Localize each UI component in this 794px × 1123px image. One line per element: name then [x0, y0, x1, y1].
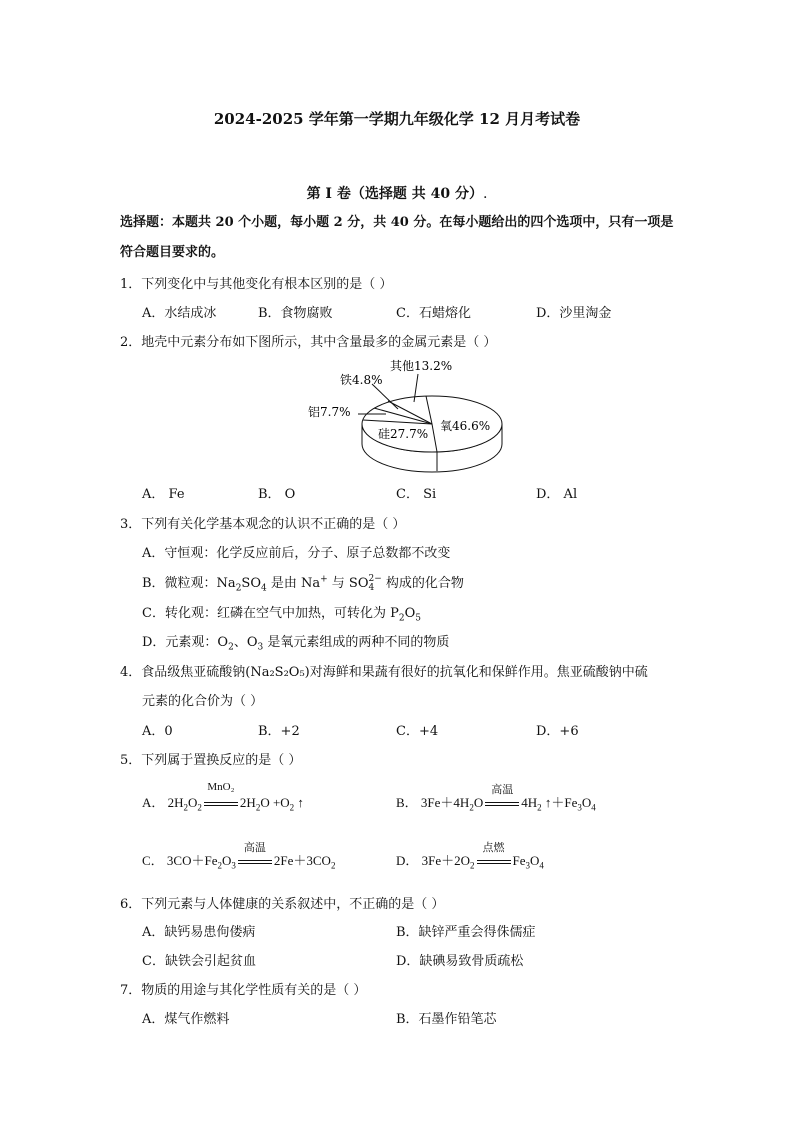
q4-option-d: D．+6	[536, 724, 579, 739]
question-7-stem: 7．物质的用途与其化学性质有关的是（ ）	[120, 983, 367, 998]
question-4-stem-line1: 4．食品级焦亚硫酸钠(Na₂S₂O₅)对海鲜和果蔬有很好的抗氧化和保鲜作用。焦亚硫酸钠中硫	[120, 665, 648, 680]
q1-option-c: C．石蜡熔化	[396, 306, 471, 321]
q6-option-a: A．缺钙易患佝偻病	[142, 925, 256, 940]
q6-option-d: D．缺碘易致骨质疏松	[396, 954, 524, 969]
q3-option-b: B．微粒观：$Na_2SO_4$ 是由 Na+ 与 SO 2− 4 构成的化合物	[142, 573, 464, 594]
q3-option-a: A．守恒观：化学反应前后，分子、原子总数都不改变	[142, 546, 451, 561]
q6-option-b: B．缺锌严重会得侏儒症	[396, 925, 536, 940]
question-3-stem: 3．下列有关化学基本观念的认识不正确的是（ ）	[120, 517, 406, 532]
instructions: 选择题：本题共 20 个小题，每小题 2 分，共 40 分。在每小题给出的四个选项中，只有一项是符合题目要求的。	[120, 215, 674, 260]
q1-option-a: A．水结成冰	[142, 306, 217, 321]
q2-option-a: A． Fe	[142, 487, 185, 502]
question-5-stem: 5．下列属于置换反应的是（ ）	[120, 753, 302, 768]
q1-option-d: D．沙里淘金	[536, 306, 612, 321]
q2-option-b: B． O	[258, 487, 296, 502]
question-2-stem: 2．地壳中元素分布如下图所示，其中含量最多的金属元素是（ ）	[120, 335, 497, 350]
catalyst-mno2: MnO₂	[207, 781, 235, 793]
q5-option-a: A． $2H_2O_2$ MnO₂ $2H_2O +O_2$ ↑	[142, 781, 304, 813]
q5-option-b: B． $3Fe+4H_2O$ 高温 $4H_2$ $↑+Fe_3O_4$	[396, 784, 596, 813]
q2-option-c: C． Si	[396, 487, 437, 502]
question-4-stem-line2: 元素的化合价为（ ）	[142, 694, 264, 709]
label-other: 其他13.2%	[390, 359, 453, 373]
q5-option-c: C． $3CO+Fe_2O_3$ 高温 $2Fe+3CO_2$	[142, 842, 336, 871]
label-silicon: 硅27.7%	[378, 427, 429, 441]
label-iron: 铁4.8%	[340, 373, 383, 387]
q1-option-b: B．食物腐败	[258, 306, 333, 321]
q2-option-d: D． Al	[536, 487, 578, 502]
q4-option-b: B．+2	[258, 724, 300, 739]
q4-option-a: A．0	[142, 724, 173, 739]
q3-option-d: D．元素观：$O_2$、$O_3$ 是氧元素组成的两种不同的物质	[142, 635, 450, 653]
q5-option-d: D． $3Fe+2O_2$ 点燃 $Fe_3O_4$	[396, 842, 544, 871]
section-heading: 第 I 卷（选择题 共 40 分）.	[306, 186, 488, 202]
label-aluminium: 铝7.7%	[308, 405, 351, 419]
q7-option-b: B．石墨作铅笔芯	[396, 1012, 497, 1027]
question-1-stem: 1．下列变化中与其他变化有根本区别的是（ ）	[120, 277, 393, 292]
q7-option-a: A．煤气作燃料	[142, 1012, 230, 1027]
exam-title: 2024-2025 学年第一学期九年级化学 12 月月考试卷	[213, 110, 581, 128]
question-6-stem: 6．下列元素与人体健康的关系叙述中，不正确的是（ ）	[120, 897, 445, 912]
q3-option-c: C．转化观：红磷在空气中加热，可转化为 $P_2O_5$	[142, 606, 421, 624]
section-dot: .	[482, 186, 488, 202]
crust-element-pie-chart	[300, 352, 540, 482]
q4-option-c: C．+4	[396, 724, 439, 739]
label-oxygen: 氧46.6%	[440, 419, 491, 433]
q6-option-c: C．缺铁会引起贫血	[142, 954, 256, 969]
